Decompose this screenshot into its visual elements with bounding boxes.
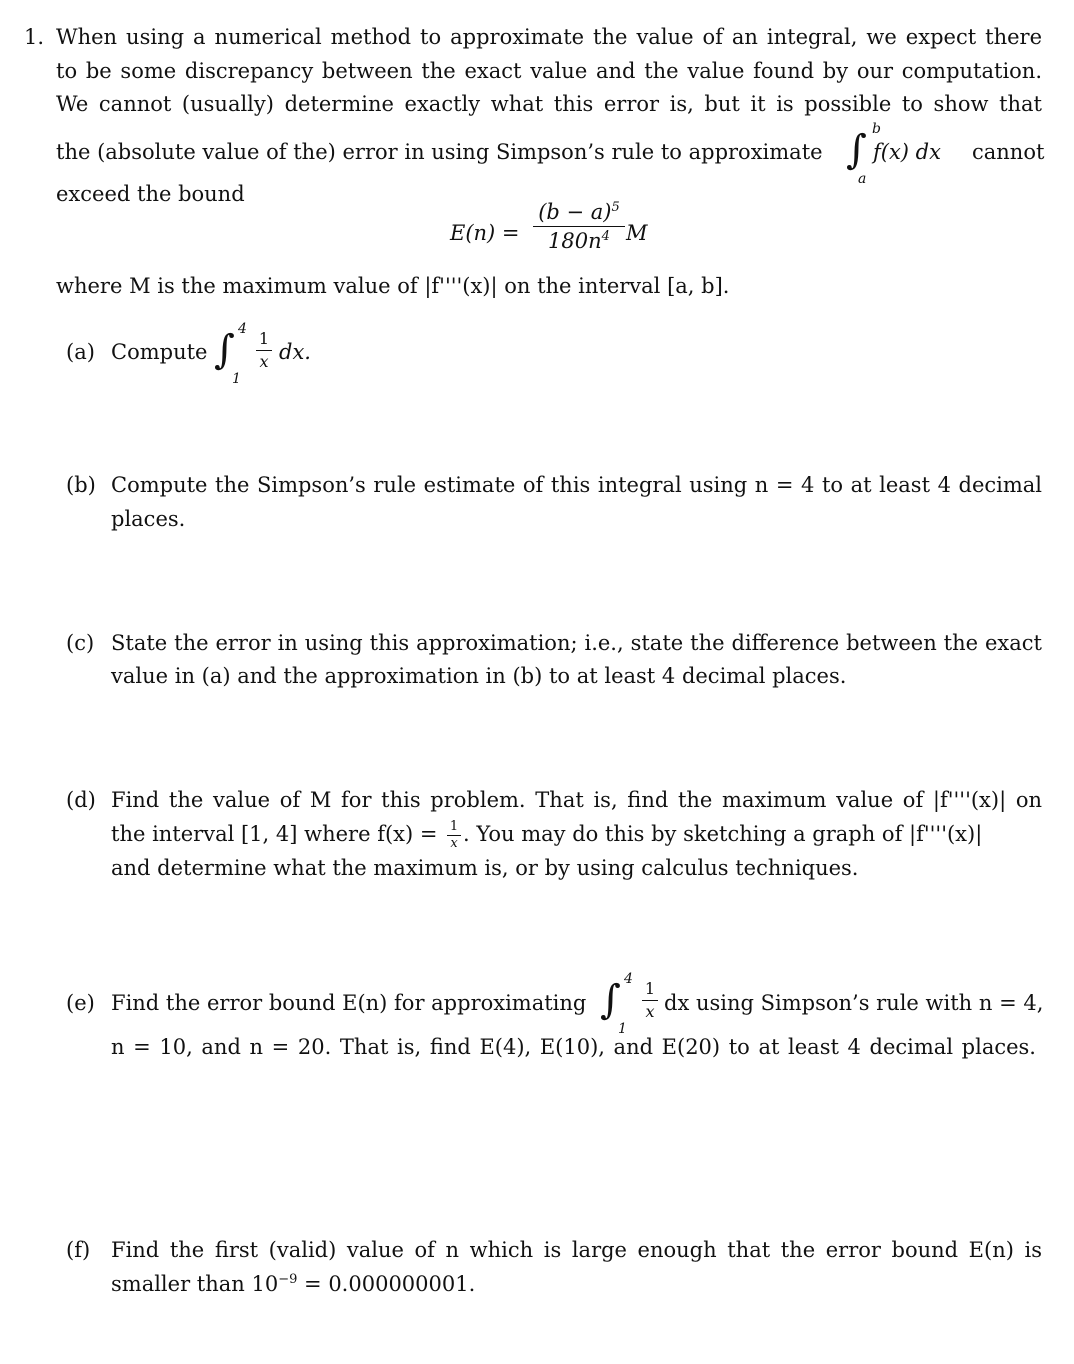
intro-line-3: We cannot (usually) determine exactly what this error is, but it is possible to show that (56, 92, 1042, 116)
where-line: where M is the maximum value of |f''''(x)| on the interval [a, b]. (56, 274, 730, 298)
part-c-label: (c) (66, 631, 95, 655)
part-e-line-1-tail: dx using Simpson’s rule with n = 4, (664, 991, 1044, 1015)
formula-lhs: E(n) = (450, 221, 520, 245)
integral-lower-limit: 1 (618, 1021, 627, 1037)
integral-lower-limit: 1 (232, 371, 241, 387)
part-d-line-2-tail: . You may do this by sketching a graph of |f''''(x)| (463, 822, 983, 846)
intro-line-1: When using a numerical method to approximate the value of an integral, we expect there (56, 25, 1042, 49)
part-e-line-1-text: Find the error bound E(n) for approximating (111, 991, 587, 1015)
integral-sign: ∫ (600, 977, 621, 1023)
formula-num-text: (b − a) (538, 200, 612, 224)
part-b-line-2: places. (111, 507, 186, 531)
part-f-line-1: Find the first (valid) value of n which is large enough that the error bound E(n) is (111, 1238, 1042, 1262)
intro-line-4-text: the (absolute value of the) error in using Simpson’s rule to approximate (56, 140, 823, 164)
part-b-label: (b) (66, 473, 96, 497)
frac-den: x (450, 836, 458, 851)
intro-line-4-tail: cannot (972, 140, 1045, 164)
part-b-line-1: Compute the Simpson’s rule estimate of this integral using n = 4 to at least 4 decimal (111, 473, 1042, 497)
integral-upper-limit: 4 (624, 971, 633, 987)
frac-den: x (259, 352, 269, 371)
part-e-line-2: n = 10, and n = 20. That is, find E(4), E(10), and E(20) to at least 4 decimal places. (111, 1035, 1036, 1059)
part-d-fraction (447, 819, 461, 852)
formula-den-text: 180n (548, 229, 602, 253)
intro-line-5: exceed the bound (56, 182, 245, 206)
formula-numerator (533, 198, 625, 227)
part-e-label: (e) (66, 991, 95, 1015)
integral-lower-limit: a (858, 171, 867, 187)
intro-line-2: to be some discrepancy between the exact value and the value found by our computation. (56, 59, 1042, 83)
frac-num: 1 (256, 328, 272, 351)
formula-num-exp: 5 (611, 200, 620, 215)
integral-upper-limit: 4 (238, 321, 247, 337)
frac-den: x (645, 1002, 655, 1021)
frac-num: 1 (447, 819, 461, 836)
part-f-line-2 (111, 1268, 475, 1301)
formula-den-exp: 4 (601, 229, 610, 244)
integral-upper-limit: b (872, 121, 881, 137)
part-a-label: (a) (66, 340, 95, 364)
part-c-line-2: value in (a) and the approximation in (b) to at least 4 decimal places. (111, 664, 847, 688)
part-a-text: Compute (111, 340, 208, 364)
integrand: f(x) dx (873, 140, 941, 164)
part-d-line-3: and determine what the maximum is, or by using calculus techniques. (111, 856, 859, 880)
integral-sign: ∫ (214, 327, 235, 373)
formula-fraction (533, 198, 625, 255)
part-d-label: (d) (66, 788, 96, 812)
integral-sign: ∫ (846, 127, 867, 173)
part-f-exponent: −9 (278, 1272, 298, 1287)
part-e-fraction (642, 978, 658, 1023)
formula-denominator (533, 227, 625, 255)
problem-number: 1. (24, 25, 45, 49)
part-d-line-1: Find the value of M for this problem. That is, find the maximum value of |f''''(x)| on (111, 788, 1042, 812)
part-c-line-1: State the error in using this approximation; i.e., state the difference between the exact (111, 631, 1042, 655)
part-f-line-2-text: smaller than 10 (111, 1272, 279, 1296)
part-a-fraction (256, 328, 272, 373)
formula-m: M (626, 221, 648, 245)
frac-num: 1 (642, 978, 658, 1001)
part-f-line-2-tail: = 0.000000001. (297, 1272, 476, 1296)
part-d-line-2-text: the interval [1, 4] where f(x) = (111, 822, 438, 846)
part-f-label: (f) (66, 1238, 91, 1262)
part-a-dx: dx. (279, 340, 311, 364)
